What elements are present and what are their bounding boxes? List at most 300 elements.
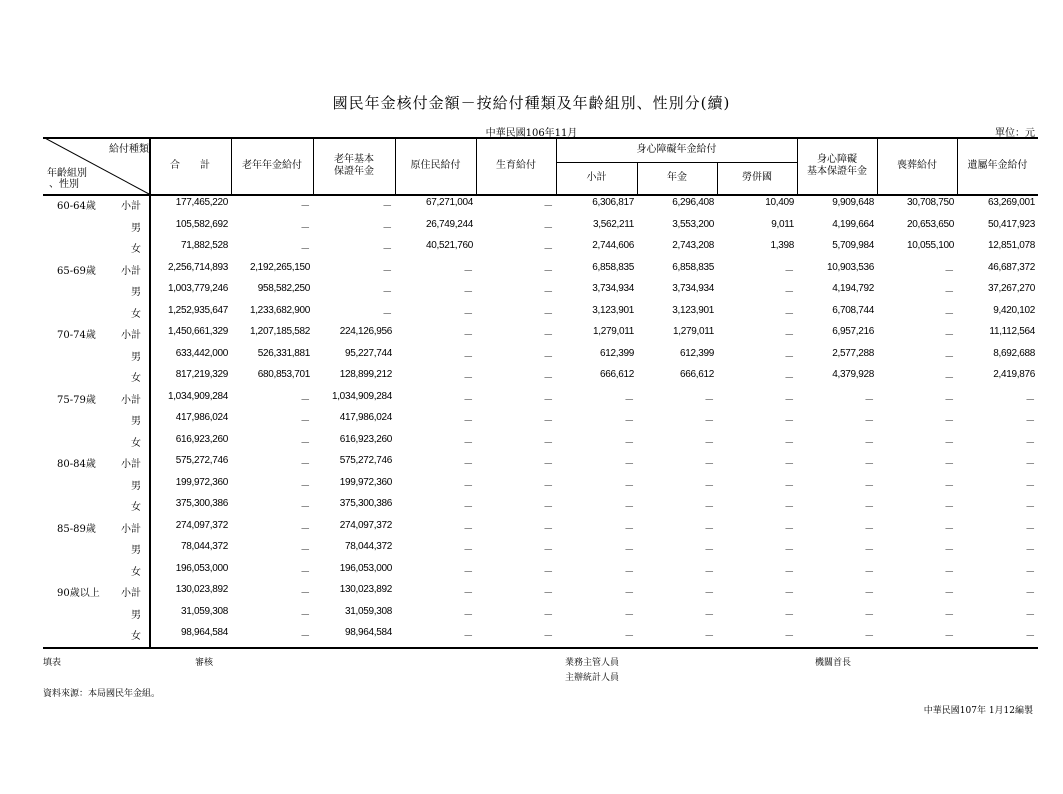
table-cell: －	[624, 480, 634, 492]
header-old-basic-text: 保證年金	[334, 165, 374, 177]
table-cell: －	[624, 523, 634, 535]
table-cell: 2,743,208	[672, 240, 714, 251]
header-dis-annuity	[637, 172, 717, 184]
table-cell: －	[944, 480, 954, 492]
table-cell: －	[1025, 609, 1035, 621]
header-old-basic	[313, 154, 395, 178]
table-cell: －	[784, 287, 794, 298]
table-cell: －	[944, 330, 954, 341]
table-cell: 128,899,212	[339, 369, 392, 380]
table-cell: －	[463, 609, 473, 621]
table-cell: 1,034,909,284	[167, 390, 228, 402]
table-cell: 98,964,584	[180, 627, 228, 638]
header-dis-basic-text: 身心障礙	[817, 153, 857, 165]
table-cell: 196,053,000	[175, 562, 228, 574]
table-cell: 2,192,265,150	[249, 261, 310, 273]
table-cell: －	[704, 459, 714, 470]
table-bottom-border	[43, 647, 1038, 649]
table-cell: －	[1025, 545, 1035, 556]
table-cell: －	[300, 588, 310, 599]
table-cell: －	[463, 373, 473, 384]
table-cell: －	[300, 201, 310, 212]
table-cell: －	[864, 523, 874, 535]
table-cell: －	[300, 416, 310, 427]
sex-label: 女	[131, 244, 141, 255]
data-table	[43, 137, 1038, 649]
header-old-age	[231, 160, 313, 172]
table-cell: －	[864, 437, 874, 449]
column-divider	[637, 162, 638, 194]
table-cell: －	[300, 244, 310, 255]
footer-reviewer: 審核	[195, 658, 214, 668]
table-cell: －	[543, 244, 553, 255]
column-divider	[313, 137, 314, 194]
table-cell: －	[944, 308, 954, 320]
table-cell: －	[463, 351, 473, 363]
age-group-label: 70-74歲	[57, 330, 96, 341]
header-old-basic-text: 老年基本	[334, 153, 374, 165]
table-cell: 12,851,078	[987, 240, 1035, 251]
sex-label: 男	[131, 351, 141, 363]
table-cell: 616,923,260	[175, 433, 228, 445]
table-cell: 105,582,692	[175, 218, 228, 230]
table-cell: －	[300, 222, 310, 234]
table-cell: －	[463, 416, 473, 427]
table-cell: 9,420,102	[993, 304, 1035, 316]
table-cell: －	[463, 394, 473, 406]
table-cell: 130,023,892	[339, 584, 392, 595]
header-dis-combined	[717, 172, 797, 184]
table-cell: －	[784, 523, 794, 535]
table-cell: －	[300, 394, 310, 406]
table-cell: －	[944, 502, 954, 513]
table-cell: －	[463, 459, 473, 470]
table-cell: －	[704, 437, 714, 449]
corner-bottom-label-1: 年齡組別	[47, 168, 87, 179]
table-cell: 417,986,024	[175, 412, 228, 423]
table-cell: 6,858,835	[592, 261, 634, 273]
table-cell: －	[944, 437, 954, 449]
header-dis-basic	[797, 154, 877, 178]
table-cell: －	[784, 566, 794, 578]
table-cell: 375,300,386	[339, 498, 392, 509]
table-cell: －	[624, 609, 634, 621]
age-group-label: 75-79歲	[57, 394, 96, 406]
sex-label: 女	[131, 373, 141, 384]
table-cell: 4,379,928	[832, 369, 874, 380]
table-cell: －	[543, 373, 553, 384]
sex-label: 小計	[121, 330, 141, 341]
table-cell: －	[1025, 523, 1035, 535]
footer-compiled: 中華民國107年 1月12編製	[923, 706, 1033, 716]
table-cell: －	[944, 566, 954, 578]
table-cell: 612,399	[679, 347, 714, 359]
table-cell: 5,709,984	[832, 240, 874, 251]
table-cell: 4,199,664	[832, 218, 874, 230]
table-cell: 3,734,934	[672, 283, 714, 294]
table-cell: 2,256,714,893	[167, 261, 228, 273]
table-cell: －	[864, 566, 874, 578]
table-cell: －	[704, 502, 714, 513]
table-cell: 3,734,934	[592, 283, 634, 294]
corner-top-label: 給付種類	[109, 144, 149, 155]
column-divider	[957, 137, 958, 194]
table-cell: 274,097,372	[175, 519, 228, 531]
table-cell: －	[1025, 394, 1035, 406]
table-cell: －	[1025, 480, 1035, 492]
footer-head: 機關首長	[815, 658, 852, 668]
table-cell: －	[704, 566, 714, 578]
table-cell: －	[784, 480, 794, 492]
table-cell: －	[543, 566, 553, 578]
table-cell: －	[784, 373, 794, 384]
table-cell: －	[624, 437, 634, 449]
table-cell: －	[704, 394, 714, 406]
table-cell: －	[1025, 437, 1035, 449]
table-cell: 20,653,650	[906, 218, 954, 230]
table-cell: －	[300, 631, 310, 642]
footer-source: 資料來源：本局國民年金組。	[43, 689, 161, 699]
table-cell: －	[944, 351, 954, 363]
table-cell: 612,399	[599, 347, 634, 359]
column-divider	[231, 137, 232, 194]
table-cell: －	[300, 609, 310, 621]
table-cell: －	[864, 416, 874, 427]
sex-label: 小計	[121, 459, 141, 470]
table-cell: 40,521,760	[425, 240, 473, 251]
table-cell: －	[1025, 631, 1035, 642]
table-cell: －	[624, 416, 634, 427]
column-divider	[476, 137, 477, 194]
header-survivor	[957, 160, 1038, 172]
table-cell: －	[624, 566, 634, 578]
table-cell: －	[864, 394, 874, 406]
corner-bottom-label-2: 、性別	[49, 179, 79, 190]
table-cell: －	[784, 330, 794, 341]
table-cell: 526,331,881	[257, 347, 310, 359]
sex-label: 小計	[121, 394, 141, 406]
table-cell: 1,003,779,246	[167, 283, 228, 294]
table-cell: －	[704, 416, 714, 427]
table-cell: 4,194,792	[832, 283, 874, 294]
table-cell: 6,708,744	[832, 304, 874, 316]
header-funeral-text: 喪葬給付	[897, 159, 937, 171]
table-cell: －	[704, 631, 714, 642]
table-cell: 6,296,408	[672, 197, 714, 208]
sex-label: 男	[131, 480, 141, 492]
table-cell: －	[300, 566, 310, 578]
table-cell: －	[944, 609, 954, 621]
table-cell: －	[624, 459, 634, 470]
table-cell: －	[624, 588, 634, 599]
age-group-label: 65-69歲	[57, 265, 96, 277]
table-cell: －	[543, 330, 553, 341]
column-divider	[797, 137, 798, 194]
table-cell: －	[382, 308, 392, 320]
sex-label: 男	[131, 609, 141, 621]
table-cell: －	[704, 480, 714, 492]
header-dis-sub-text: 小計	[586, 172, 607, 183]
age-group-label: 60-64歲	[57, 201, 96, 212]
table-cell: －	[543, 308, 553, 320]
table-cell: －	[543, 459, 553, 470]
table-cell: 46,687,372	[987, 261, 1035, 273]
table-cell: 78,044,372	[344, 541, 392, 552]
sex-label: 小計	[121, 588, 141, 599]
header-maternity	[476, 160, 556, 172]
table-cell: 71,882,528	[180, 240, 228, 251]
table-cell: 30,708,750	[906, 197, 954, 208]
table-cell: －	[382, 201, 392, 212]
table-cell: －	[944, 394, 954, 406]
table-cell: 31,059,308	[344, 605, 392, 617]
table-cell: 1,207,185,582	[249, 326, 310, 337]
table-cell: －	[463, 588, 473, 599]
table-cell: －	[543, 222, 553, 234]
header-survivor-text: 遺屬年金給付	[967, 159, 1028, 171]
table-cell: 37,267,270	[987, 283, 1035, 294]
table-cell: 1,252,935,647	[167, 304, 228, 316]
table-cell: －	[784, 588, 794, 599]
table-cell: －	[944, 459, 954, 470]
table-cell: －	[944, 416, 954, 427]
table-cell: －	[864, 631, 874, 642]
table-cell: －	[543, 588, 553, 599]
table-cell: －	[300, 502, 310, 513]
table-cell: 1,450,661,329	[167, 326, 228, 337]
sex-label: 小計	[121, 265, 141, 277]
table-cell: －	[543, 287, 553, 298]
table-cell: －	[463, 265, 473, 277]
table-cell: －	[1025, 416, 1035, 427]
header-dis-sub	[556, 172, 637, 184]
table-cell: 78,044,372	[180, 541, 228, 552]
table-cell: 680,853,701	[257, 369, 310, 380]
table-cell: －	[784, 502, 794, 513]
table-cell: －	[1025, 502, 1035, 513]
header-total	[149, 160, 231, 172]
table-cell: －	[463, 330, 473, 341]
table-cell: －	[704, 609, 714, 621]
table-cell: －	[543, 265, 553, 277]
table-cell: －	[944, 588, 954, 599]
sex-label: 女	[131, 437, 141, 449]
table-cell: －	[543, 545, 553, 556]
table-cell: 8,692,688	[993, 347, 1035, 359]
sex-label: 女	[131, 631, 141, 642]
table-cell: 6,858,835	[672, 261, 714, 273]
table-cell: －	[784, 308, 794, 320]
unit-label: 單位：元	[995, 128, 1035, 139]
header-total-text: 合 計	[170, 159, 210, 171]
page-title: 國民年金核付金額－按給付種類及年齡組別、性別分(續)	[332, 94, 731, 112]
table-cell: 9,011	[771, 218, 794, 230]
table-cell: 10,055,100	[906, 240, 954, 251]
table-cell: 63,269,001	[987, 197, 1035, 208]
table-cell: －	[300, 545, 310, 556]
header-dis-combined-text: 勞併國	[742, 172, 772, 183]
sex-label: 女	[131, 566, 141, 578]
table-cell: －	[784, 609, 794, 621]
header-dis-annuity-text: 年金	[667, 172, 687, 183]
table-cell: －	[944, 373, 954, 384]
table-cell: 31,059,308	[180, 605, 228, 617]
sex-label: 女	[131, 308, 141, 320]
disability-group-divider	[556, 162, 797, 163]
header-funeral	[877, 160, 957, 172]
table-cell: －	[543, 394, 553, 406]
table-cell: 9,909,648	[832, 197, 874, 208]
table-cell: 6,957,216	[832, 326, 874, 337]
table-cell: －	[463, 287, 473, 298]
table-cell: －	[624, 502, 634, 513]
sex-label: 女	[131, 502, 141, 513]
footer-supervisor: 業務主管人員	[565, 658, 620, 668]
table-cell: －	[1025, 588, 1035, 599]
table-cell: －	[624, 631, 634, 642]
table-cell: －	[463, 308, 473, 320]
table-cell: 616,923,260	[339, 433, 392, 445]
table-cell: －	[704, 545, 714, 556]
table-cell: －	[543, 609, 553, 621]
table-cell: －	[784, 416, 794, 427]
table-cell: 666,612	[599, 369, 634, 380]
table-cell: －	[784, 265, 794, 277]
sex-label: 小計	[121, 201, 141, 212]
table-cell: 130,023,892	[175, 584, 228, 595]
table-cell: －	[944, 523, 954, 535]
table-cell: －	[864, 588, 874, 599]
table-cell: 1,034,909,284	[331, 390, 392, 402]
table-cell: 50,417,923	[987, 218, 1035, 230]
table-cell: 375,300,386	[175, 498, 228, 509]
sex-label: 男	[131, 287, 141, 298]
table-cell: 817,219,329	[175, 369, 228, 380]
table-cell: －	[300, 437, 310, 449]
table-cell: 2,419,876	[993, 369, 1035, 380]
table-cell: 6,306,817	[592, 197, 634, 208]
table-cell: －	[382, 287, 392, 298]
sex-label: 男	[131, 545, 141, 556]
table-cell: －	[864, 545, 874, 556]
table-cell: 199,972,360	[339, 476, 392, 488]
sex-label: 男	[131, 222, 141, 234]
age-group-label: 90歲以上	[57, 588, 100, 599]
table-cell: －	[784, 351, 794, 363]
table-cell: －	[944, 545, 954, 556]
age-group-label: 85-89歲	[57, 523, 96, 535]
header-disability-group	[556, 144, 797, 156]
table-cell: －	[463, 480, 473, 492]
table-cell: 98,964,584	[344, 627, 392, 638]
table-cell: －	[543, 437, 553, 449]
table-cell: －	[624, 394, 634, 406]
table-cell: －	[864, 609, 874, 621]
table-cell: 633,442,000	[175, 347, 228, 359]
table-cell: －	[543, 351, 553, 363]
table-cell: －	[784, 394, 794, 406]
table-cell: －	[784, 459, 794, 470]
table-cell: －	[300, 523, 310, 535]
table-cell: －	[463, 545, 473, 556]
table-cell: －	[864, 459, 874, 470]
column-divider	[877, 137, 878, 194]
table-cell: －	[784, 437, 794, 449]
table-cell: 11,112,564	[989, 326, 1035, 337]
table-cell: －	[382, 222, 392, 234]
table-cell: －	[300, 480, 310, 492]
table-cell: 417,986,024	[339, 412, 392, 423]
header-maternity-text: 生育給付	[496, 159, 536, 171]
table-cell: －	[624, 545, 634, 556]
header-aboriginal-text: 原住民給付	[410, 159, 461, 171]
header-dis-basic-text: 基本保證年金	[807, 165, 867, 177]
table-cell: 1,279,011	[672, 326, 714, 337]
table-cell: 3,123,901	[592, 304, 634, 316]
table-cell: －	[463, 566, 473, 578]
table-cell: 224,126,956	[339, 326, 392, 337]
table-cell: －	[784, 545, 794, 556]
table-cell: 1,279,011	[592, 326, 634, 337]
sex-label: 男	[131, 416, 141, 427]
table-cell: 274,097,372	[339, 519, 392, 531]
table-cell: －	[543, 416, 553, 427]
table-cell: 2,577,288	[832, 347, 874, 359]
table-cell: 3,562,211	[592, 218, 634, 230]
table-cell: －	[864, 480, 874, 492]
table-cell: 958,582,250	[257, 283, 310, 294]
table-cell: －	[944, 287, 954, 298]
table-cell: 3,123,901	[672, 304, 714, 316]
table-cell: 666,612	[679, 369, 714, 380]
table-cell: 177,465,220	[175, 197, 228, 208]
column-divider	[717, 162, 718, 194]
table-cell: －	[463, 631, 473, 642]
table-cell: 1,398	[770, 240, 794, 251]
table-cell: －	[463, 437, 473, 449]
table-cell: －	[543, 201, 553, 212]
table-cell: －	[463, 523, 473, 535]
header-aboriginal	[395, 160, 476, 172]
table-cell: －	[704, 588, 714, 599]
footer-filler: 填表	[43, 658, 62, 668]
table-cell: －	[382, 244, 392, 255]
table-cell: －	[543, 523, 553, 535]
table-cell: －	[704, 523, 714, 535]
header-old-age-text: 老年年金給付	[242, 159, 302, 171]
table-cell: －	[543, 502, 553, 513]
table-top-border	[43, 137, 1038, 139]
table-cell: －	[784, 631, 794, 642]
table-cell: －	[944, 265, 954, 277]
table-cell: 26,749,244	[425, 218, 473, 230]
table-cell: 10,409	[765, 197, 794, 208]
table-cell: 2,744,606	[592, 240, 634, 251]
table-cell: 575,272,746	[339, 455, 392, 466]
column-divider	[556, 137, 557, 194]
table-cell: 3,553,200	[672, 218, 714, 230]
header-disability-group-text: 身心障礙年金給付	[636, 143, 717, 155]
table-cell: －	[1025, 566, 1035, 578]
table-cell: －	[382, 265, 392, 277]
table-cell: 575,272,746	[175, 455, 228, 466]
table-cell: 67,271,004	[425, 197, 473, 208]
table-cell: －	[543, 631, 553, 642]
header-bottom-border	[43, 194, 1038, 196]
report-date: 中華民國106年11月	[485, 128, 578, 139]
table-cell: －	[864, 502, 874, 513]
footer-statistician: 主辦統計人員	[565, 673, 620, 683]
